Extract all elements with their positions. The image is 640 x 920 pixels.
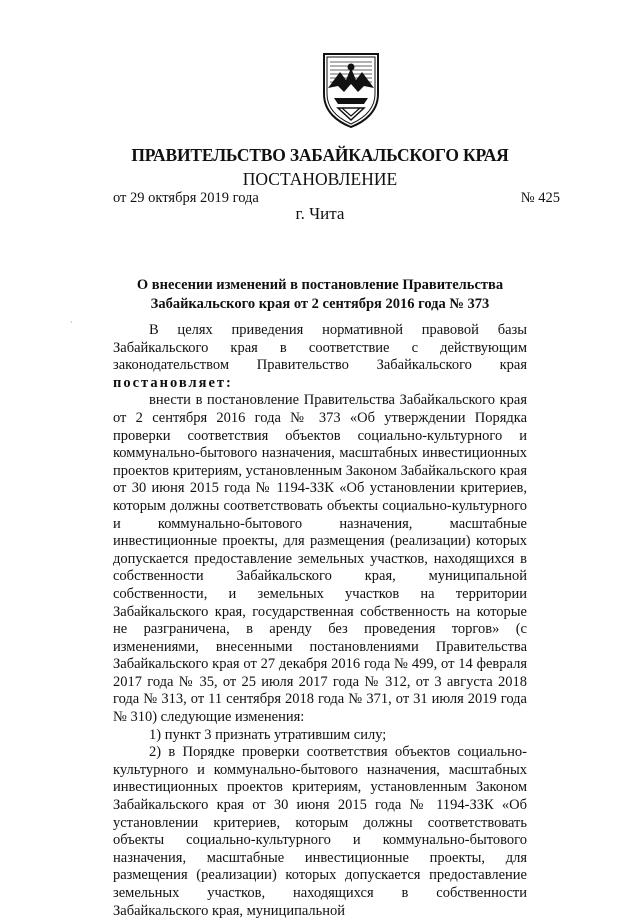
document-type: ПОСТАНОВЛЕНИЕ bbox=[242, 169, 398, 189]
preamble-keyword: постановляет: bbox=[113, 374, 233, 391]
coat-of-arms-emblem bbox=[320, 50, 382, 128]
body-paragraph: 2) в Порядке проверки соответствия объектов социально-культурного и коммунально-бытового назначения, масштабных инвестиционных проектов критериям, установленным Законом Забайкальского края от 30 июня 2015 года № 1194-ЗЗК «Об установлении критериев, которым должны соответствовать объекты социально-культурного и коммунально-бытового назначения, масштабные инвестиционные проекты, для размещения (реализации) которых допускается предоставление земельных участков, находящихся в собственности Забайкальского края, муниципальной bbox=[113, 744, 527, 919]
body-paragraph: 1) пункт 3 признать утратившим силу; bbox=[149, 726, 387, 743]
preamble-paragraph bbox=[113, 322, 527, 392]
body-paragraph: внести в постановление Правительства Забайкальского края от 2 сентября 2016 года № 373 «Об утверждении Порядка проверки соответствия объектов социально-культурного и коммунально-бытового назначения, масштабных инвестиционных проектов критериям, установленным Законом Забайкальского края от 30 июня 2015 года № 1194-ЗЗК «Об установлении критериев, которым должны соответствовать объекты социально-культурного и коммунально-бытового назначения, масштабные инвестиционные проекты, для размещения (реализации) которых допускается предоставление земельных участков, находящихся в собственности Забайкальского края, муниципальной собственности, и земельных участков на территории Забайкальского края, государственная собственность на которые не разграничена, в аренду без проведения торгов» (с изменениями, внесенными постановлениями Правительства Забайкальского края от 27 декабря 2016 года № 499, от 14 февраля 2017 года № 35, от 25 июля 2017 года № 312, от 3 августа 2018 года № 313, от 11 сентября 2018 года № 371, от 31 июля 2019 года № 310) следующие изменения: bbox=[113, 392, 527, 726]
document-city: г. Чита bbox=[295, 204, 345, 223]
government-title: ПРАВИТЕЛЬСТВО ЗАБАЙКАЛЬСКОГО КРАЯ bbox=[131, 145, 509, 165]
document-date: от 29 октября 2019 года bbox=[113, 190, 259, 206]
document-body bbox=[113, 322, 527, 920]
document-heading: О внесении изменений в постановление Правительства Забайкальского края от 2 сентября 2016 года № 373 bbox=[136, 277, 504, 312]
preamble-text: В целях приведения нормативной правовой базы Забайкальского края в соответствие с действующим законодательством Правительство Забайкальского края bbox=[113, 322, 527, 374]
margin-mark: · bbox=[70, 318, 73, 327]
document-number: № 425 bbox=[520, 190, 560, 206]
